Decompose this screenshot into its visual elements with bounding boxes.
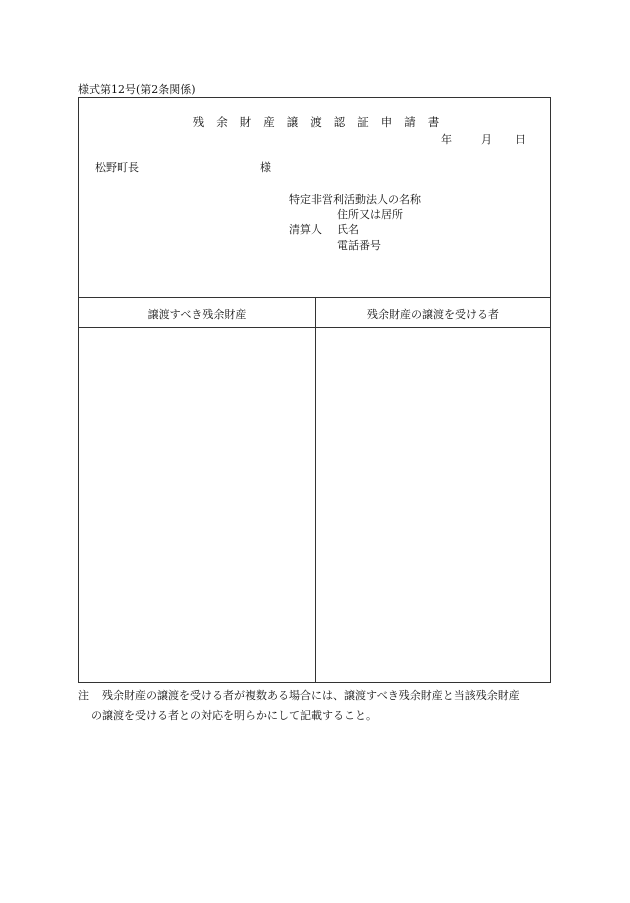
application-form-frame [78, 97, 551, 683]
column-header-assets: 譲渡すべき残余財産 [147, 308, 247, 321]
column-divider [315, 298, 316, 682]
footnote-mark: 注 [78, 689, 89, 702]
form-header-area [79, 98, 550, 298]
date-month-label: 月 [481, 133, 492, 146]
date-year-label: 年 [441, 133, 452, 146]
name-label: 氏名 [337, 223, 359, 236]
footnote-line-1: 残余財産の譲渡を受ける者が複数ある場合には、譲渡すべき残余財産と当該残余財産 [102, 689, 520, 702]
form-number: 様式第12号(第2条関係) [78, 83, 196, 96]
address-label: 住所又は居所 [337, 208, 403, 221]
addressee: 松野町長 [95, 161, 139, 174]
column-header-recipients: 残余財産の譲渡を受ける者 [367, 308, 499, 321]
form-title: 残余財産譲渡認証申請書 [192, 115, 452, 129]
liquidator-label: 清算人 [289, 223, 322, 236]
phone-label: 電話番号 [337, 239, 381, 252]
date-day-label: 日 [515, 133, 526, 146]
honorific: 様 [260, 161, 271, 174]
footnote-line-2: の譲渡を受ける者との対応を明らかにして記載すること。 [91, 709, 377, 722]
org-name-label: 特定非営利活動法人の名称 [289, 193, 421, 206]
